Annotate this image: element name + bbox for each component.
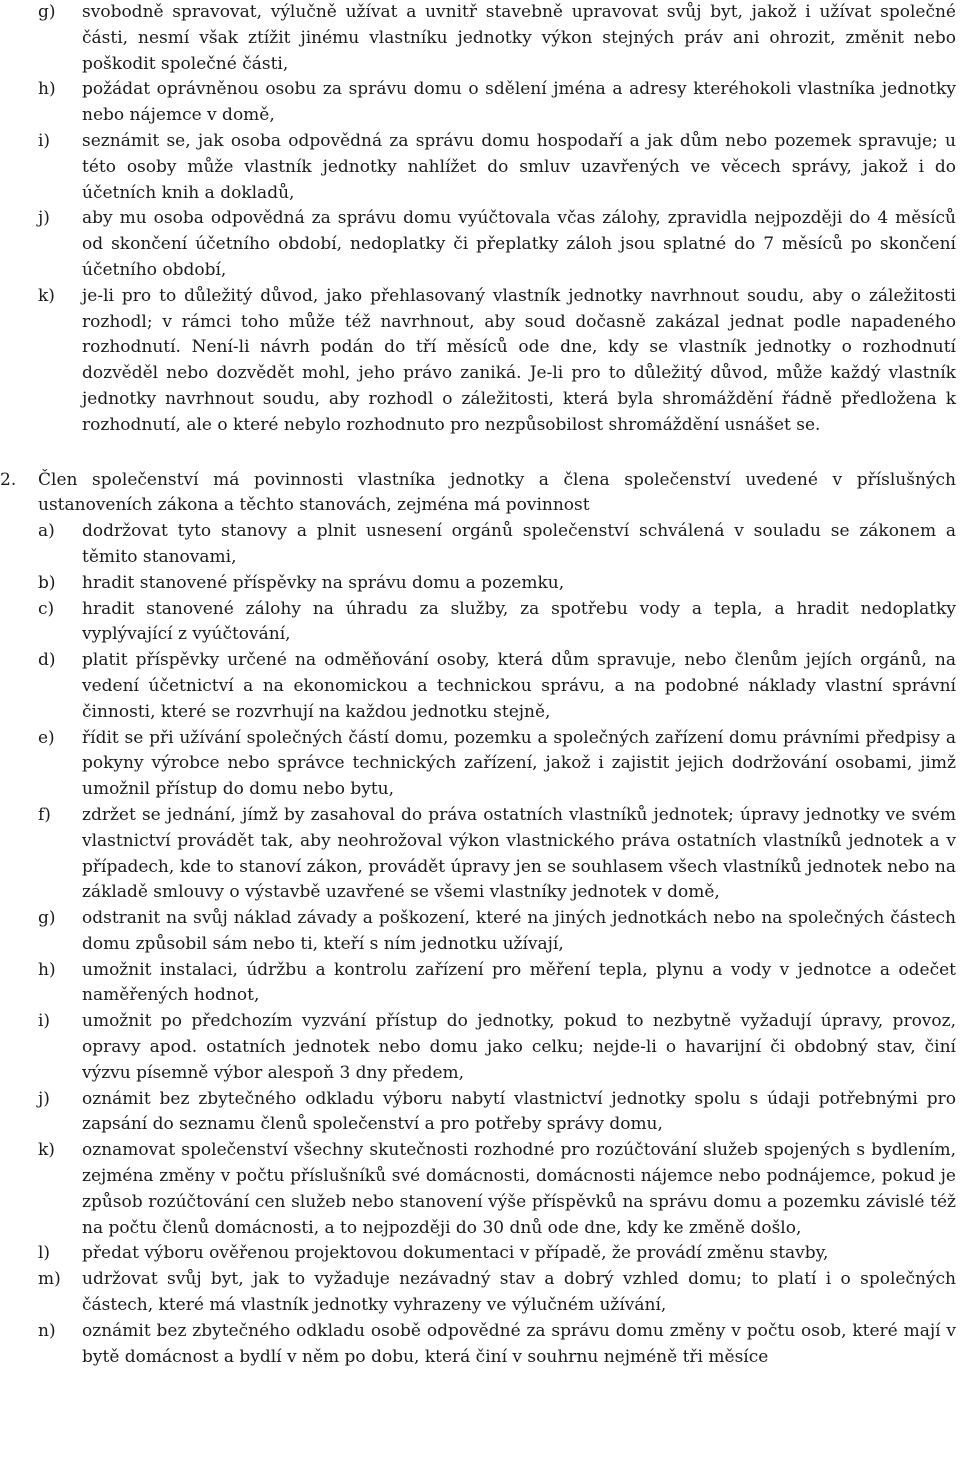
item-text: umožnit instalaci, údržbu a kontrolu zařízení pro měření tepla, plynu a vody v jednotce a odečet naměřených hodnot, bbox=[82, 959, 956, 1006]
list-item bbox=[0, 0, 960, 77]
item-marker: k) bbox=[38, 1140, 55, 1161]
list-item bbox=[0, 284, 960, 439]
list-item bbox=[0, 803, 960, 906]
item-marker: h) bbox=[38, 959, 56, 980]
item-text: svobodně spravovat, výlučně užívat a uvnitř stavebně upravovat svůj byt, jakož i užívat společné části, nesmí však ztížit jinému vlastníku jednotky výkon stejných práv ani ohrozit, změnit nebo poškodit společné části, bbox=[82, 2, 956, 74]
item-text: umožnit po předchozím vyzvání přístup do jednotky, pokud to nezbytně vyžadují úpravy, provoz, opravy apod. ostatních jednotek nebo domu jako celku; nejde-li o havarijní či obdobný stav, činí výzvu písemně výbor alespoň 3 dny předem, bbox=[82, 1011, 956, 1083]
list-item bbox=[0, 1241, 960, 1267]
item-text: řídit se při užívání společných částí domu, pozemku a společných zařízení domu právními předpisy a pokyny výrobce nebo správce technických zařízení, jakož i zajistit jejich dodržování osobami, jimž umožnil přístup do domu nebo bytu, bbox=[82, 727, 956, 800]
item-marker: a) bbox=[38, 521, 55, 542]
item-text: hradit stanovené příspěvky na správu domu a pozemku, bbox=[82, 572, 565, 593]
item-marker: i) bbox=[38, 130, 51, 151]
item-text: zdržet se jednání, jímž by zasahoval do práva ostatních vlastníků jednotek; úpravy jednotky ve svém vlastnictví provádět tak, aby neohrožoval výkon vlastnického práva ostatních vlastníků jednotek a v případech, kde to stanoví zákon, provádět úpravy jen se souhlasem všech vlastníků jednotek nebo na základě smlouvy o výstavbě uzavřené se všemi vlastníky jednotek v domě, bbox=[82, 804, 956, 903]
item-text: udržovat svůj byt, jak to vyžaduje nezávadný stav a dobrý vzhled domu; to platí i o společných částech, které má vlastník jednotky vyhrazeny ve výlučném užívání, bbox=[82, 1269, 956, 1316]
item-text: seznámit se, jak osoba odpovědná za správu domu hospodaří a jak dům nebo pozemek spravuje; u této osoby může vlastník jednotky nahlížet do smluv uzavřených ve věcech správy, jakož i do účetních knih a dokladů, bbox=[82, 130, 956, 203]
list-item bbox=[0, 77, 960, 129]
item-marker: n) bbox=[38, 1320, 56, 1341]
item-text: je-li pro to důležitý důvod, jako přehlasovaný vlastník jednotky navrhnout soudu, aby o záležitosti rozhodl; v rámci toho může též navrhnout, aby soud dočasně zakázal jednat podle napadeného rozhodnutí. Není-li návrh podán do tří měsíců ode dne, kdy se vlastník jednotky o rozhodnutí dozvěděl nebo dozvědět mohl, jeho právo zaniká. Je-li pro to důležitý důvod, může každý vlastník jednotky navrhnout soudu, aby rozhodl o záležitosti, která byla shromáždění řádně předložena k rozhodnutí, ale o které nebylo rozhodnuto pro nezpůsobilost shromáždění usnášet se. bbox=[82, 285, 956, 435]
item-marker: m) bbox=[38, 1269, 61, 1290]
list-item bbox=[0, 206, 960, 283]
list-item bbox=[0, 1087, 960, 1139]
item-marker: c) bbox=[38, 598, 55, 619]
item-marker: i) bbox=[38, 1011, 51, 1032]
section-number: 2. bbox=[0, 469, 17, 490]
list-item bbox=[0, 129, 960, 206]
item-marker: f) bbox=[38, 804, 51, 825]
item-marker: d) bbox=[38, 650, 56, 671]
item-text: požádat oprávněnou osobu za správu domu o sdělení jména a adresy kteréhokoli vlastníka jednotky nebo nájemce v domě, bbox=[82, 79, 956, 126]
list-item bbox=[0, 726, 960, 803]
item-marker: e) bbox=[38, 727, 55, 748]
item-marker: g) bbox=[38, 2, 56, 22]
obligations-list bbox=[0, 519, 960, 1370]
list-item bbox=[0, 958, 960, 1010]
list-item bbox=[0, 906, 960, 958]
item-text: dodržovat tyto stanovy a plnit usnesení orgánů společenství schválená v souladu se zákonem a těmito stanovami, bbox=[82, 521, 956, 567]
item-text: hradit stanovené zálohy na úhradu za služby, za spotřebu vody a tepla, a hradit nedoplatky vyplývající z vyúčtování, bbox=[82, 598, 956, 645]
list-item bbox=[0, 1009, 960, 1086]
item-text: oznamovat společenství všechny skutečnosti rozhodné pro rozúčtování služeb spojených s bydlením, zejména změny v počtu příslušníků své domácnosti, domácnosti nájemce nebo podnájemce, pokud je způsob rozúčtování cen služeb nebo stanovení výše příspěvků na správu domu a pozemku závislé též na počtu členů domácnosti, a to nejpozději do 30 dnů ode dne, kdy ke změně došlo, bbox=[82, 1140, 956, 1238]
list-item bbox=[0, 1267, 960, 1319]
item-marker: j) bbox=[38, 208, 50, 229]
list-item bbox=[0, 1319, 960, 1371]
item-marker: j) bbox=[38, 1088, 50, 1109]
item-text: platit příspěvky určené na odměňování osoby, která dům spravuje, nebo členům jejích orgánů, na vedení účetnictví a na ekonomickou a technickou správu, a na podobné náklady vlastní správní činnosti, které se rozvrhují na každou jednotku stejně, bbox=[82, 650, 956, 722]
list-item bbox=[0, 648, 960, 725]
section-2-heading bbox=[0, 468, 960, 520]
list-item bbox=[0, 597, 960, 649]
item-text: odstranit na svůj náklad závady a poškození, které na jiných jednotkách nebo na společných částech domu způsobil sám nebo ti, kteří s ním jednotku užívají, bbox=[82, 908, 956, 954]
item-text: oznámit bez zbytečného odkladu osobě odpovědné za správu domu změny v počtu osob, které mají v bytě domácnost a bydlí v něm po dobu, která činí v souhrnu nejméně tři měsíce bbox=[82, 1320, 956, 1367]
section-intro: Člen společenství má povinnosti vlastníka jednotky a člena společenství uvedené v příslušných ustanoveních zákona a těchto stanovách, zejména má povinnost bbox=[38, 469, 956, 516]
item-text: aby mu osoba odpovědná za správu domu vyúčtovala včas zálohy, zpravidla nejpozději do 4 měsíců od skončení účetního období, nedoplatky či přeplatky záloh jsou splatné do 7 měsíců po skončení účetního období, bbox=[82, 208, 956, 280]
item-text: předat výboru ověřenou projektovou dokumentaci v případě, že provádí změnu stavby, bbox=[82, 1243, 829, 1264]
item-marker: h) bbox=[38, 79, 56, 100]
list-item bbox=[0, 1138, 960, 1241]
item-marker: b) bbox=[38, 572, 56, 593]
item-marker: g) bbox=[38, 908, 56, 929]
item-text: oznámit bez zbytečného odkladu výboru nabytí vlastnictví jednotky spolu s údaji potřebnými pro zapsání do seznamu členů společenství a pro potřeby správy domu, bbox=[82, 1088, 956, 1135]
item-marker: k) bbox=[38, 285, 55, 306]
list-item bbox=[0, 519, 960, 571]
list-item bbox=[0, 571, 960, 597]
item-marker: l) bbox=[38, 1243, 51, 1264]
